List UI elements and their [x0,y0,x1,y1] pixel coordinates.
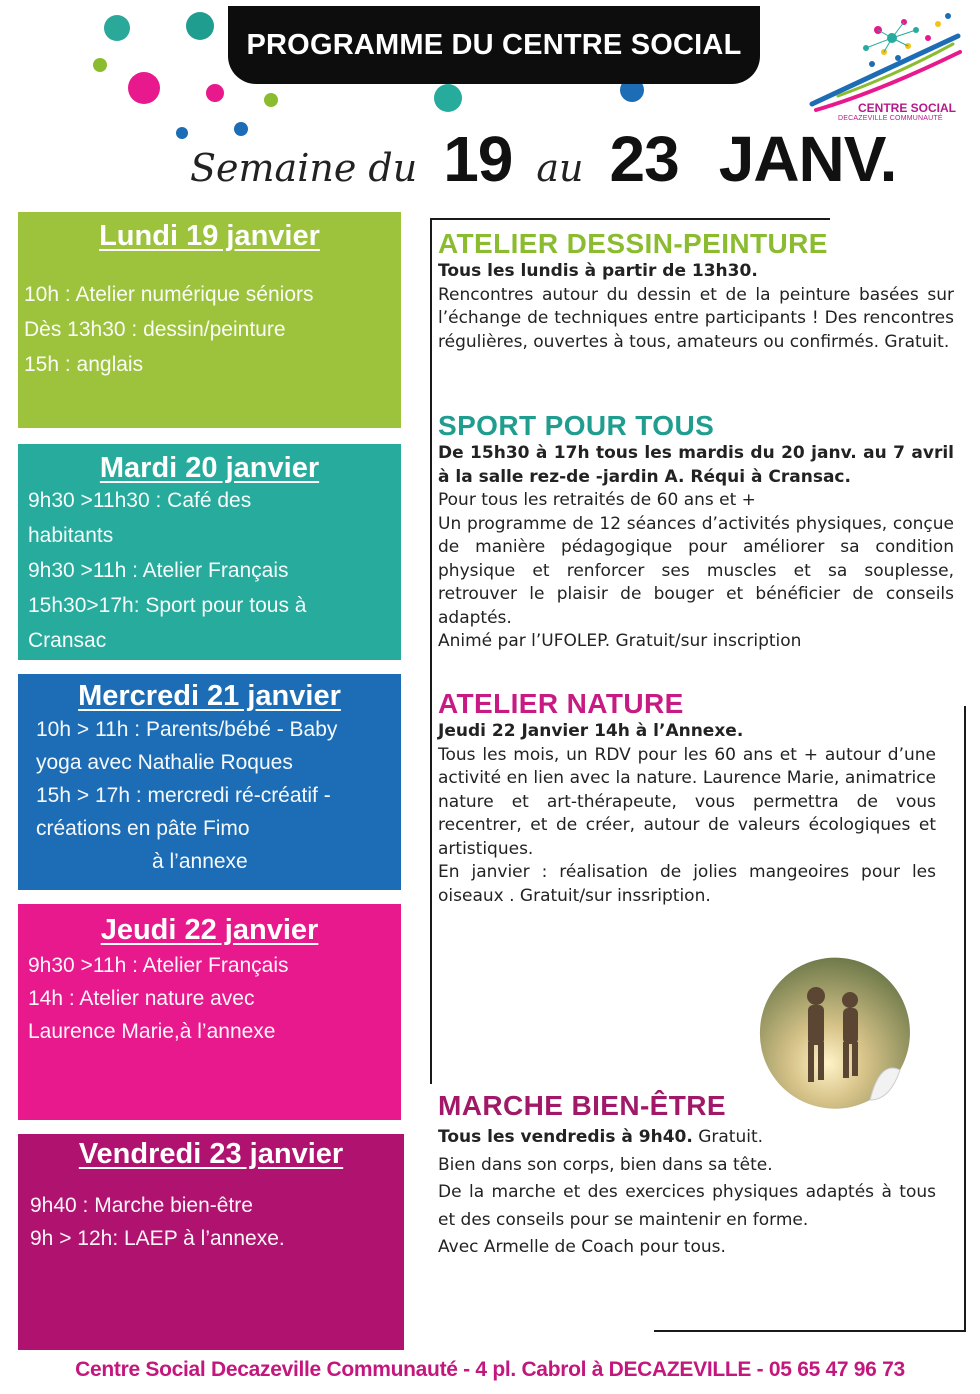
decorative-dot [128,72,160,104]
schedule-line: 15h > 17h : mercredi ré-créatif - [36,784,331,807]
section-line: Pour tous les retraités de 60 ans et + [438,490,756,510]
schedule-line: 9h > 12h: LAEP à l’annexe. [30,1227,285,1250]
schedule-line: yoga avec Nathalie Roques [36,751,293,774]
section-text: Tous les mois, un RDV pour les 60 ans et + autour d’une activité en lien avec la nature. Laurence Marie, animatrice nature et art-thérapeute, vous permettra de vous recentrer, et de créer, autour de valeurs écologiques et artistiques. [438,744,936,859]
section-sport [438,410,954,654]
section-line: Animé par l’UFOLEP. Gratuit/sur inscription [438,631,802,651]
decorative-dot [264,93,278,107]
section-lead-row [438,1124,936,1152]
logo-name: CENTRE SOCIAL [858,101,957,115]
schedule-line: Dès 13h30 : dessin/peinture [24,318,286,341]
schedule-line: 14h : Atelier nature avec [28,987,255,1010]
decorative-dot [206,84,224,102]
section-lead: Tous les lundis à partir de 13h30. [438,261,758,281]
section-text: De la marche et des exercices physiques adaptés à tous et des conseils pour se maintenir en forme. [438,1182,936,1230]
section-title: MARCHE BIEN-ÊTRE [438,1090,726,1121]
schedule-line: habitants [28,524,114,547]
section-lead: Jeudi 22 Janvier 14h à l’Annexe. [438,721,744,741]
schedule-line: Laurence Marie,à l’annexe [28,1020,276,1043]
schedule-line: à l’annexe [152,850,248,873]
section-title: ATELIER DESSIN-PEINTURE [438,228,828,259]
day-box-friday [18,1134,404,1350]
day-box-wednesday [18,674,401,890]
schedule-line: 10h : Atelier numérique séniors [24,283,314,306]
schedule-line: 9h30 >11h : Atelier Français [28,559,289,582]
day-box-monday [18,212,401,428]
section-title: ATELIER NATURE [438,688,684,719]
schedule-line: 9h30 >11h : Atelier Français [28,954,289,977]
week-start-day: 19 [443,123,513,195]
walkers-photo [750,950,920,1110]
frame-line [654,1330,966,1332]
section-line: Bien dans son corps, bien dans sa tête. [438,1154,773,1175]
week-heading [190,122,896,202]
section-dessin [438,228,954,354]
section-lead: Tous les vendredis à 9h40. [438,1127,693,1147]
week-end-day: 23 [609,123,679,195]
schedule-line: 9h30 >11h30 : Café des [28,489,252,512]
section-marche [438,1090,936,1262]
section-text: Un programme de 12 séances d’activités physiques, conçue de manière pédagogique pour améliorer sa condition physique et renforcer ses muscles et sa souplesse, retrouver le plaisir de bouger et bénéficier de conseils adaptés. [438,513,954,628]
section-lead: De 15h30 à 17h tous les mardis du 20 janv. au 7 avril à la salle rez-de -jardin A. Réqui à Cransac. [438,443,954,487]
section-line: Avec Armelle de Coach pour tous. [438,1237,726,1257]
day-title: Mardi 20 janvier [99,452,320,484]
section-text: En janvier : réalisation de jolies mangeoires pour les oiseaux . Gratuit/sur inssription. [438,862,936,906]
day-title: Jeudi 22 janvier [100,914,319,946]
frame-line [430,218,432,1084]
week-mid: au [536,146,584,190]
section-nature [438,688,936,908]
section-title: SPORT POUR TOUS [438,410,715,441]
schedule-line: Cransac [28,629,107,652]
schedule-line: 15h30>17h: Sport pour tous à [28,594,307,617]
decorative-dot [176,127,188,139]
decorative-dot [104,15,130,41]
day-title: Vendredi 23 janvier [78,1138,344,1170]
section-lead-after: Gratuit. [692,1127,764,1147]
schedule-line: créations en pâte Fimo [36,817,250,840]
day-box-thursday [18,904,401,1120]
week-prefix: Semaine du [190,146,418,190]
section-text: Rencontres autour du dessin et de la peinture basées sur l’échange de techniques entre participants ! Des rencontres régulières, ouvertes à tous, amateurs ou confirmés. Gratuit. [438,284,954,352]
schedule-line: 10h > 11h : Parents/bébé - Baby [36,718,338,741]
frame-line [964,706,966,1332]
day-box-tuesday [18,444,401,660]
day-title: Lundi 19 janvier [99,220,320,252]
decorative-dot [434,84,462,112]
decorative-dot [186,12,214,40]
logo-subtitle: DECAZEVILLE COMMUNAUTÉ [838,115,943,122]
day-title: Mercredi 21 janvier [78,680,341,712]
footer-contact: Centre Social Decazeville Communauté - 4 pl. Cabrol à DECAZEVILLE - 05 65 47 96 73 [75,1358,905,1381]
decorative-dot [93,58,107,72]
page-title: PROGRAMME DU CENTRE SOCIAL [228,6,760,84]
schedule-line: 15h : anglais [24,353,144,376]
schedule-line: 9h40 : Marche bien-être [30,1194,253,1217]
frame-line [430,218,830,220]
week-month: JANV. [718,123,897,195]
